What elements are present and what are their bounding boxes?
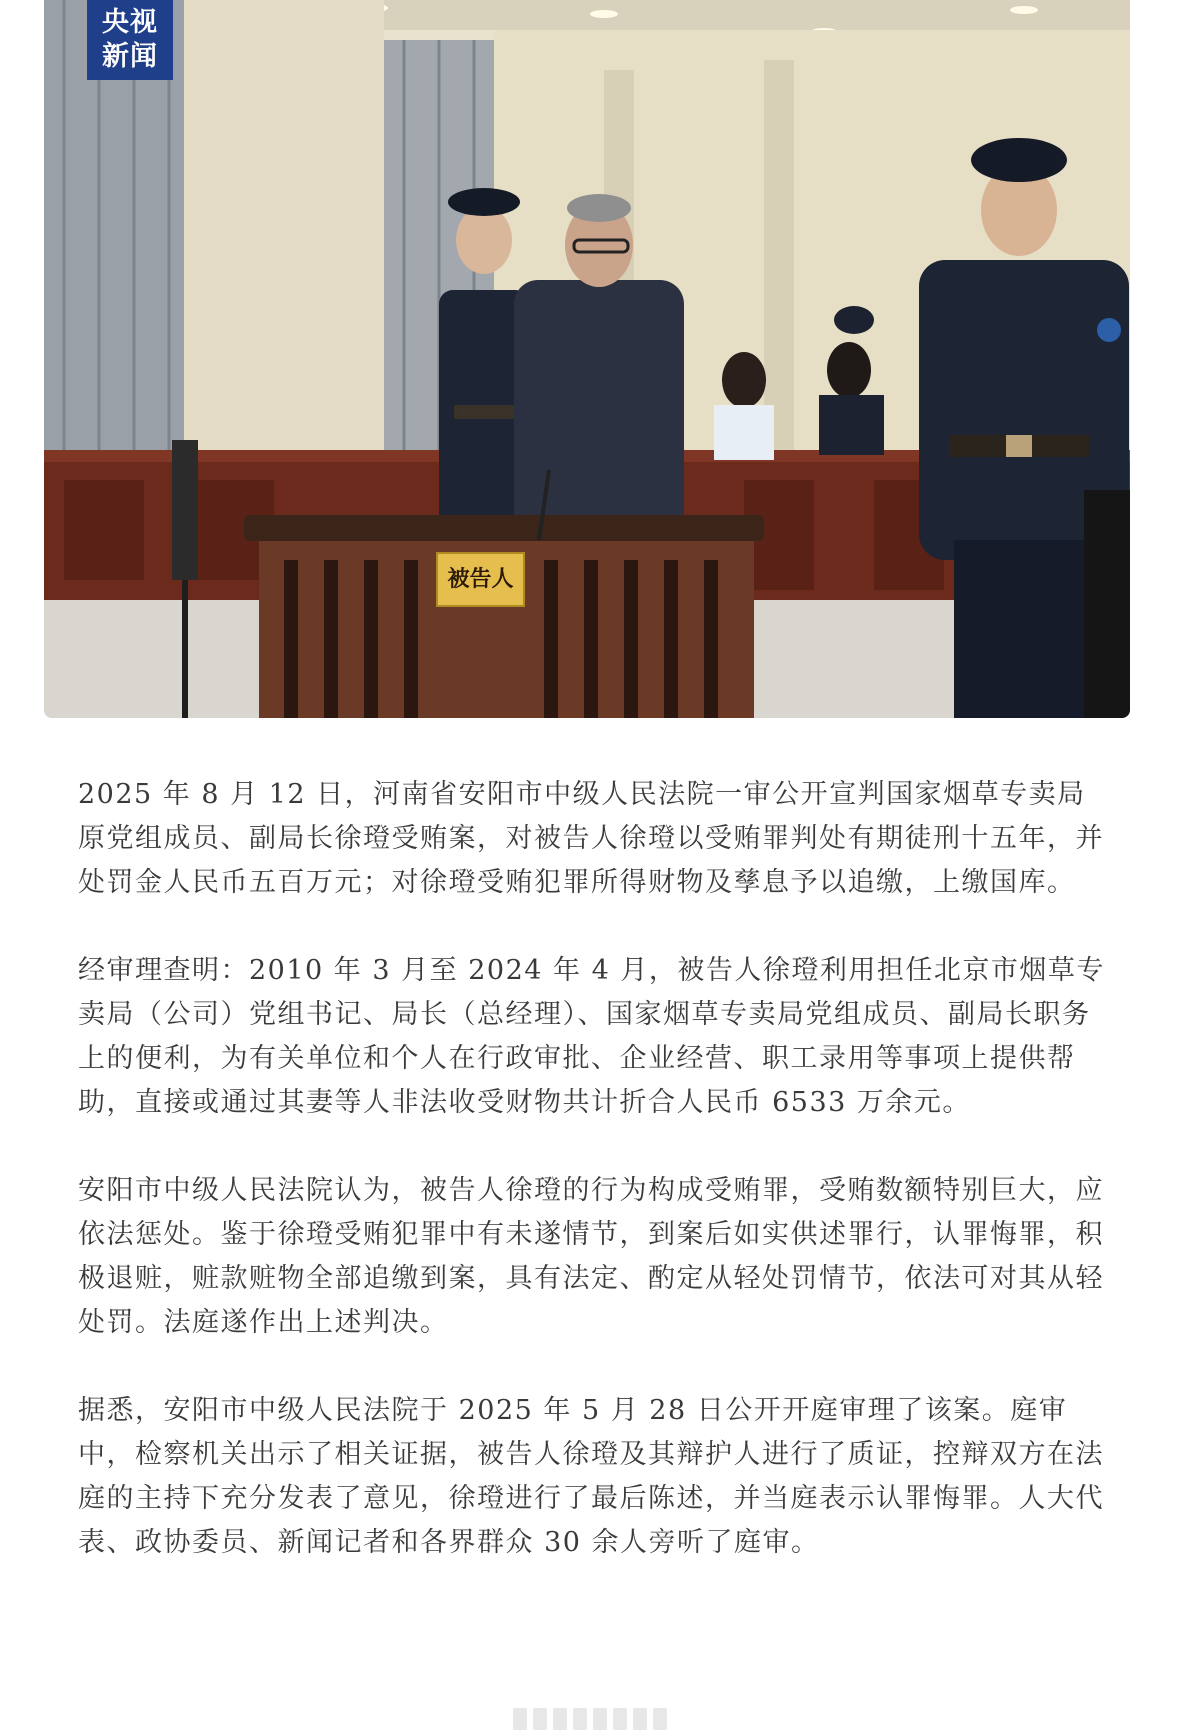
watermark-residue: [480, 1708, 700, 1730]
article-paragraph-1: 2025 年 8 月 12 日，河南省安阳市中级人民法院一审公开宣判国家烟草专卖局原党组成员、副局长徐璒受贿案，对被告人徐璒以受贿罪判处有期徒刑十五年，并处罚金人民币五百万元；对徐璒受贿犯罪所得财物及孳息予以追缴，上缴国库。: [78, 779, 1104, 898]
cctv-news-logo: 央视 新闻: [87, 0, 173, 80]
article-paragraph-2: 经审理查明：2010 年 3 月至 2024 年 4 月，被告人徐璒利用担任北京市烟草专卖局（公司）党组书记、局长（总经理）、国家烟草专卖局党组成员、副局长职务上的便利，为有关单位和个人在行政审批、企业经营、职工录用等事项上提供帮助，直接或通过其妻等人非法收受财物共计折合人民币 6533 万余元。: [78, 955, 1105, 1118]
defendant-stand: [244, 515, 764, 718]
defendant-nameplate: 被告人: [436, 552, 525, 607]
article-paragraph-3: 安阳市中级人民法院认为，被告人徐璒的行为构成受贿罪，受贿数额特别巨大，应依法惩处。鉴于徐璒受贿犯罪中有未遂情节，到案后如实供述罪行，认罪悔罪，积极退赃，赃款赃物全部追缴到案，具有法定、酌定从轻处罚情节，依法可对其从轻处罚。法庭遂作出上述判决。: [78, 1175, 1104, 1338]
courtroom-scene: [44, 0, 1130, 718]
courtroom-photo: [44, 0, 1130, 718]
article-paragraph-4: 据悉，安阳市中级人民法院于 2025 年 5 月 28 日公开开庭审理了该案。庭审中，检察机关出示了相关证据，被告人徐璒及其辩护人进行了质证，控辩双方在法庭的主持下充分发表了意见，徐璒进行了最后陈述，并当庭表示认罪悔罪。人大代表、政协委员、新闻记者和各界群众 30 余人旁听了庭审。: [78, 1395, 1104, 1558]
article-body: [78, 773, 1108, 1609]
